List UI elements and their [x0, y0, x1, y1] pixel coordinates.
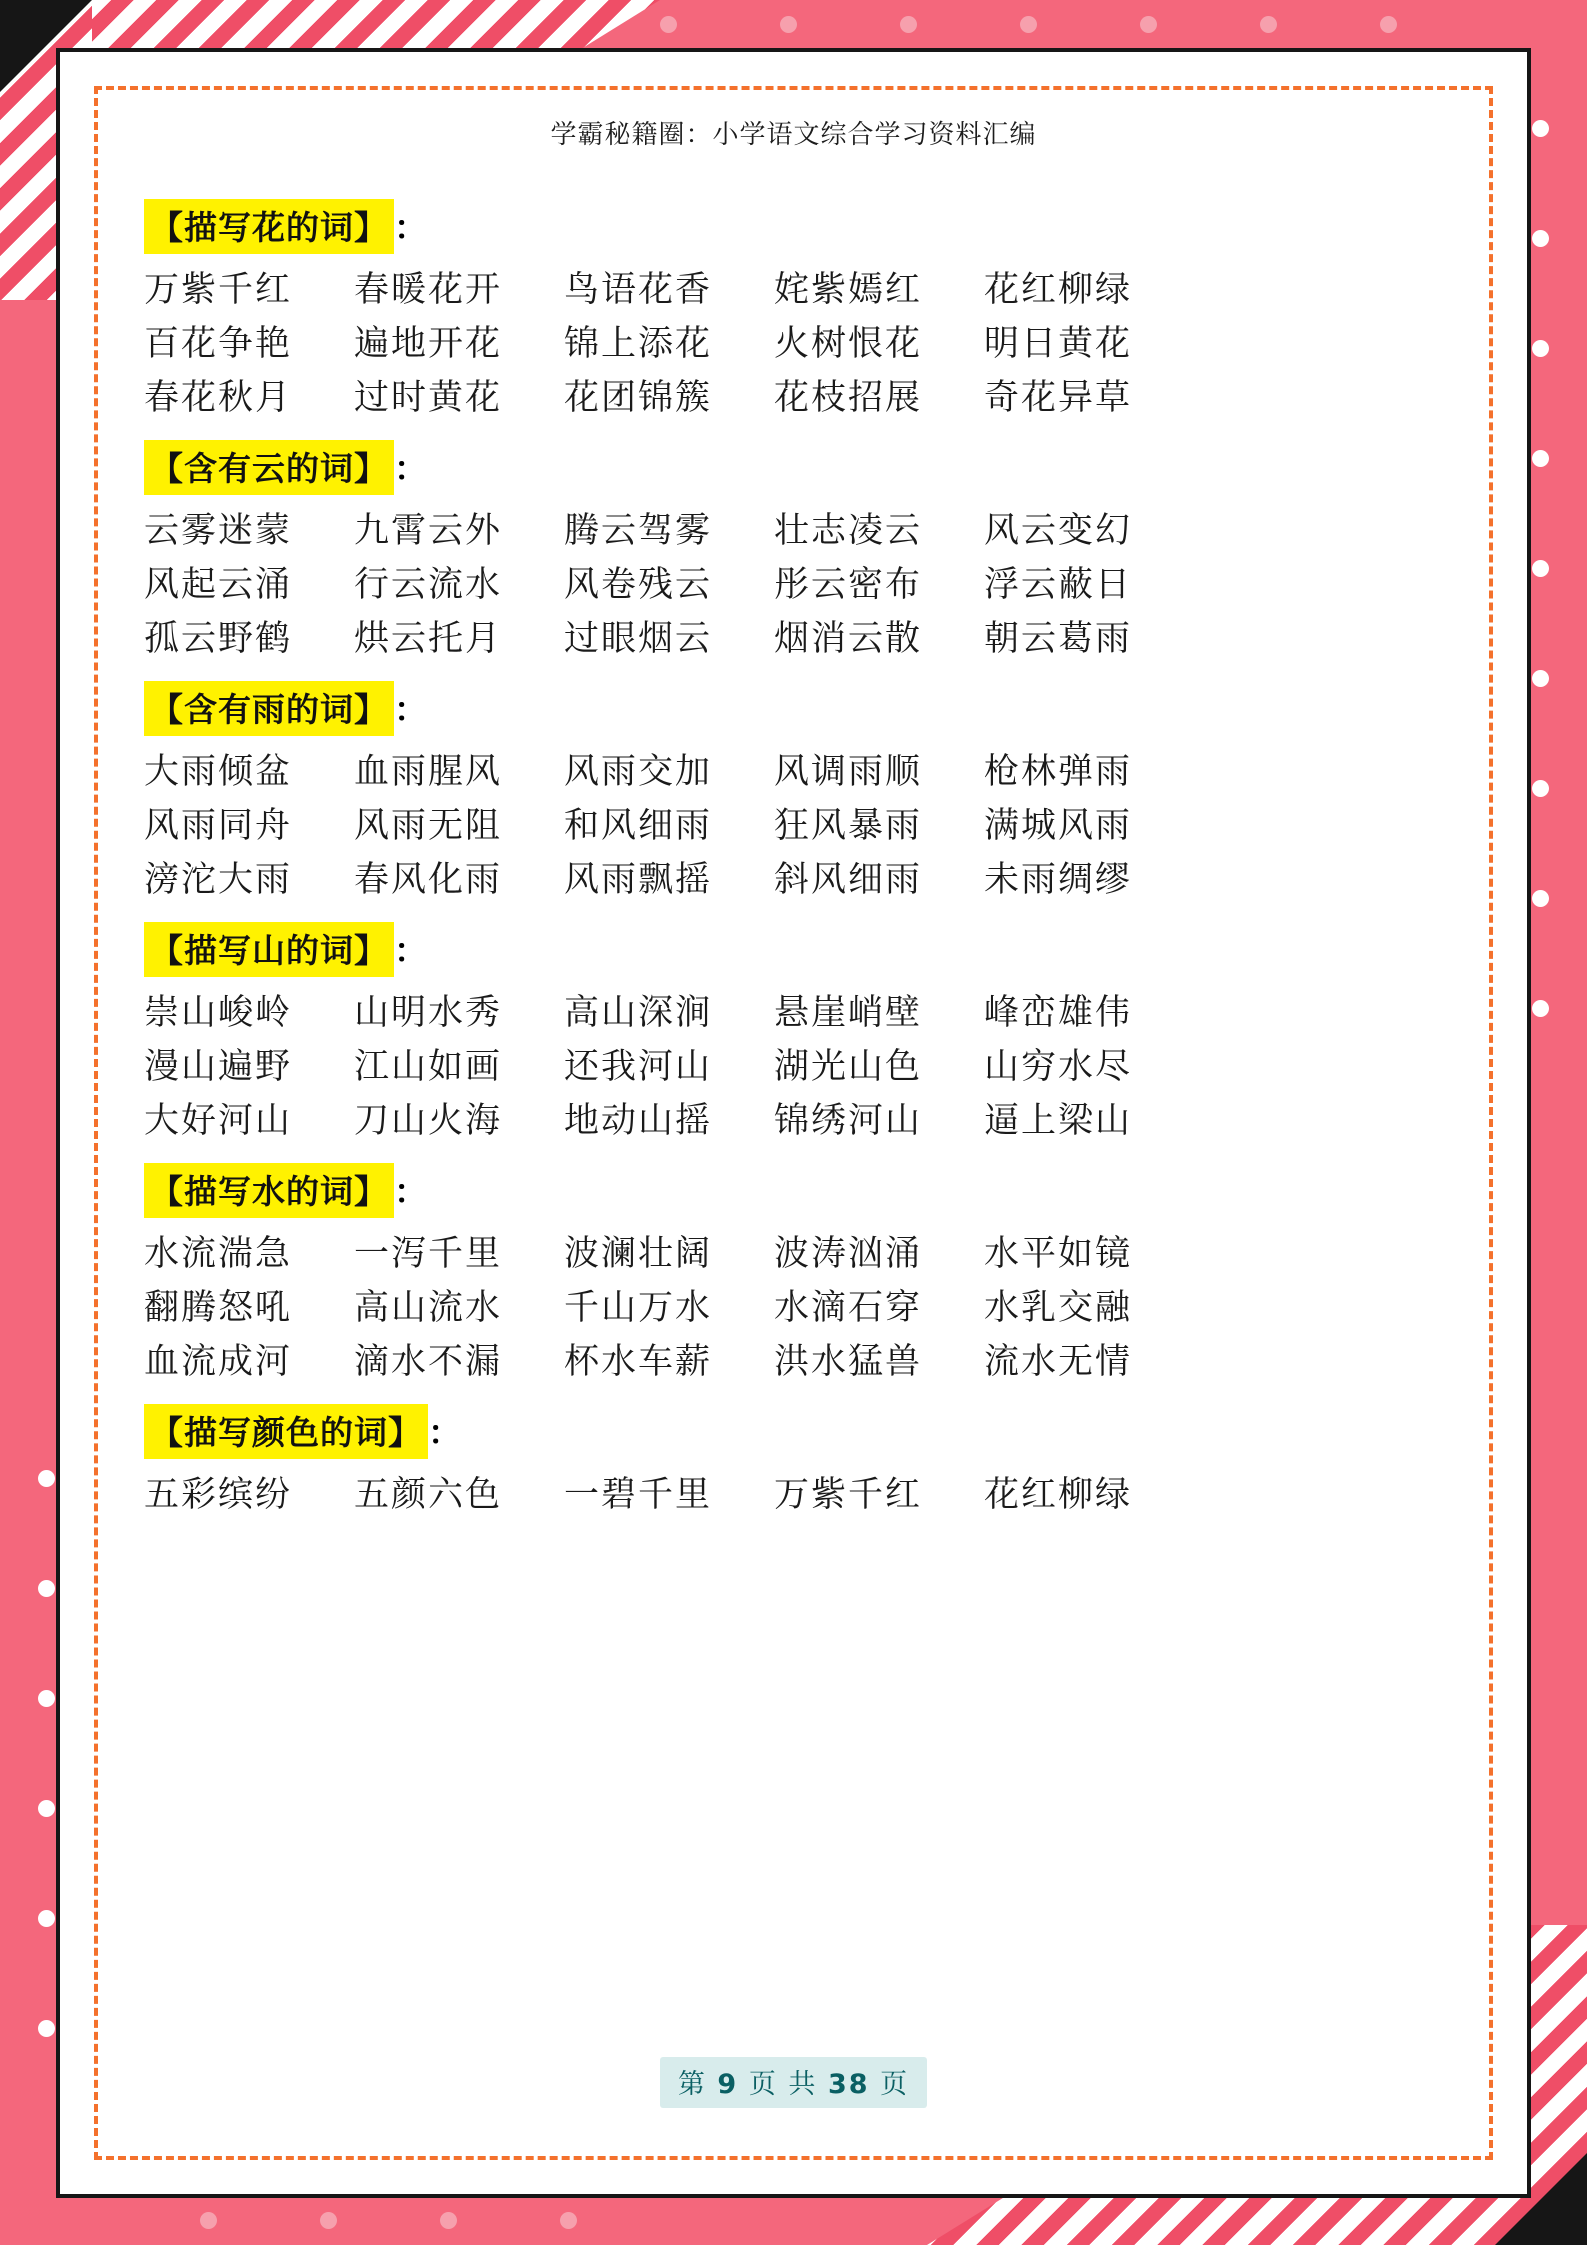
section-title-colon: ： [428, 1413, 461, 1452]
word-section [130, 667, 1457, 902]
decor-dot [38, 1910, 55, 1927]
decor-dot [320, 2212, 337, 2229]
word-item: 花红柳绿 [984, 1475, 1133, 1515]
word-item: 枪林弹雨 [984, 752, 1133, 792]
word-item: 五彩缤纷 [144, 1475, 293, 1515]
word-row [130, 262, 1457, 312]
word-item: 花红柳绿 [984, 270, 1133, 310]
word-row [130, 985, 1457, 1035]
word-item: 还我河山 [564, 1047, 713, 1087]
decor-dot [1532, 450, 1549, 467]
word-item: 腾云驾雾 [564, 511, 713, 551]
word-item: 锦绣河山 [774, 1101, 923, 1141]
word-item: 遍地开花 [354, 324, 503, 364]
word-row [130, 316, 1457, 366]
decor-dot [660, 16, 677, 33]
page-footer [130, 2057, 1457, 2108]
word-item: 滂沱大雨 [144, 860, 293, 900]
decor-dot [1380, 16, 1397, 33]
word-item: 斜风细雨 [774, 860, 923, 900]
decor-dot [1260, 16, 1277, 33]
word-row [130, 1039, 1457, 1089]
word-item: 和风细雨 [564, 806, 713, 846]
word-item: 云雾迷蒙 [144, 511, 293, 551]
word-item: 壮志凌云 [774, 511, 923, 551]
word-item: 风调雨顺 [774, 752, 923, 792]
word-item: 一碧千里 [564, 1475, 713, 1515]
decor-dot [38, 1580, 55, 1597]
word-item: 地动山摇 [564, 1101, 713, 1141]
word-item: 逼上梁山 [984, 1101, 1133, 1141]
word-item: 翻腾怒吼 [144, 1288, 293, 1328]
decor-dot [38, 1800, 55, 1817]
page-number-badge [660, 2057, 927, 2108]
word-item: 血雨腥风 [354, 752, 503, 792]
word-item: 风雨同舟 [144, 806, 293, 846]
word-item: 流水无情 [984, 1342, 1133, 1382]
word-item: 万紫千红 [774, 1475, 923, 1515]
word-item: 锦上添花 [564, 324, 713, 364]
word-item: 水平如镜 [984, 1234, 1133, 1274]
word-item: 火树恨花 [774, 324, 923, 364]
word-item: 行云流水 [354, 565, 503, 605]
word-item: 杯水车薪 [564, 1342, 713, 1382]
decor-dot [1532, 780, 1549, 797]
decor-dot [38, 1690, 55, 1707]
section-title-colon: ： [394, 208, 427, 247]
word-item: 彤云密布 [774, 565, 923, 605]
word-row [130, 798, 1457, 848]
document-card [56, 48, 1531, 2198]
footer-total-pages: 38 [828, 2069, 870, 2100]
word-row [130, 1467, 1457, 1517]
word-item: 崇山峻岭 [144, 993, 293, 1033]
word-item: 春花秋月 [144, 378, 293, 418]
word-item: 浮云蔽日 [984, 565, 1133, 605]
word-item: 满城风雨 [984, 806, 1133, 846]
word-item: 风雨交加 [564, 752, 713, 792]
word-item: 山穷水尽 [984, 1047, 1133, 1087]
word-item: 孤云野鹤 [144, 619, 293, 659]
word-item: 洪水猛兽 [774, 1342, 923, 1382]
word-item: 漫山遍野 [144, 1047, 293, 1087]
word-item: 波澜壮阔 [564, 1234, 713, 1274]
decor-dot [1020, 16, 1037, 33]
word-row [130, 611, 1457, 661]
word-item: 万紫千红 [144, 270, 293, 310]
section-title: 【描写颜色的词】 [144, 1404, 428, 1459]
word-item: 悬崖峭壁 [774, 993, 923, 1033]
word-item: 一泻千里 [354, 1234, 503, 1274]
word-item: 江山如画 [354, 1047, 503, 1087]
decor-dot [38, 1470, 55, 1487]
word-row [130, 1280, 1457, 1330]
word-item: 千山万水 [564, 1288, 713, 1328]
word-item: 风雨飘摇 [564, 860, 713, 900]
word-row [130, 503, 1457, 553]
word-item: 春暖花开 [354, 270, 503, 310]
decor-dot [38, 2020, 55, 2037]
word-item: 姹紫嫣红 [774, 270, 923, 310]
word-item: 百花争艳 [144, 324, 293, 364]
word-item: 鸟语花香 [564, 270, 713, 310]
section-title: 【描写水的词】 [144, 1163, 394, 1218]
word-row [130, 1226, 1457, 1276]
footer-middle: 页 共 [748, 2069, 818, 2100]
word-section [130, 1149, 1457, 1384]
word-item: 风起云涌 [144, 565, 293, 605]
word-item: 水滴石穿 [774, 1288, 923, 1328]
section-title-colon: ： [394, 931, 427, 970]
decor-dot [780, 16, 797, 33]
footer-suffix: 页 [880, 2069, 910, 2100]
word-section [130, 426, 1457, 661]
footer-current-page: 9 [717, 2069, 739, 2100]
word-item: 五颜六色 [354, 1475, 503, 1515]
footer-prefix: 第 [677, 2069, 707, 2100]
decor-dot [1532, 890, 1549, 907]
word-item: 奇花异草 [984, 378, 1133, 418]
word-item: 朝云葛雨 [984, 619, 1133, 659]
section-title: 【描写山的词】 [144, 922, 394, 977]
section-title: 【含有雨的词】 [144, 681, 394, 736]
word-item: 大好河山 [144, 1101, 293, 1141]
word-section [130, 185, 1457, 420]
word-item: 花枝招展 [774, 378, 923, 418]
word-item: 峰峦雄伟 [984, 993, 1133, 1033]
decor-dot [1532, 670, 1549, 687]
document-content [130, 114, 1457, 2132]
word-item: 刀山火海 [354, 1101, 503, 1141]
decor-dot [900, 16, 917, 33]
word-row [130, 1334, 1457, 1384]
section-title-colon: ： [394, 1172, 427, 1211]
section-title: 【含有云的词】 [144, 440, 394, 495]
word-item: 高山流水 [354, 1288, 503, 1328]
decor-dot [1532, 560, 1549, 577]
decor-dot [1532, 120, 1549, 137]
word-item: 波涛汹涌 [774, 1234, 923, 1274]
word-item: 狂风暴雨 [774, 806, 923, 846]
word-item: 春风化雨 [354, 860, 503, 900]
decor-dot [200, 2212, 217, 2229]
decor-dot [1532, 340, 1549, 357]
word-item: 烟消云散 [774, 619, 923, 659]
section-title-colon: ： [394, 449, 427, 488]
word-item: 水乳交融 [984, 1288, 1133, 1328]
word-item: 风雨无阻 [354, 806, 503, 846]
word-row [130, 370, 1457, 420]
word-row [130, 1093, 1457, 1143]
decor-dot [560, 2212, 577, 2229]
word-item: 明日黄花 [984, 324, 1133, 364]
word-item: 过眼烟云 [564, 619, 713, 659]
word-item: 高山深涧 [564, 993, 713, 1033]
sections-container [130, 185, 1457, 1517]
decor-dot [1140, 16, 1157, 33]
word-item: 滴水不漏 [354, 1342, 503, 1382]
decor-dot [1532, 230, 1549, 247]
word-item: 过时黄花 [354, 378, 503, 418]
decor-dot [1532, 1000, 1549, 1017]
word-section [130, 908, 1457, 1143]
word-item: 湖光山色 [774, 1047, 923, 1087]
word-row [130, 557, 1457, 607]
word-row [130, 852, 1457, 902]
word-item: 九霄云外 [354, 511, 503, 551]
word-item: 风卷残云 [564, 565, 713, 605]
section-title-colon: ： [394, 690, 427, 729]
word-item: 风云变幻 [984, 511, 1133, 551]
word-item: 未雨绸缪 [984, 860, 1133, 900]
section-title: 【描写花的词】 [144, 199, 394, 254]
word-item: 烘云托月 [354, 619, 503, 659]
word-item: 血流成河 [144, 1342, 293, 1382]
word-item: 山明水秀 [354, 993, 503, 1033]
word-item: 大雨倾盆 [144, 752, 293, 792]
word-row [130, 744, 1457, 794]
word-section [130, 1390, 1457, 1517]
decor-dot [440, 2212, 457, 2229]
word-item: 水流湍急 [144, 1234, 293, 1274]
document-header: 学霸秘籍圈：小学语文综合学习资料汇编 [550, 120, 1037, 150]
word-item: 花团锦簇 [564, 378, 713, 418]
